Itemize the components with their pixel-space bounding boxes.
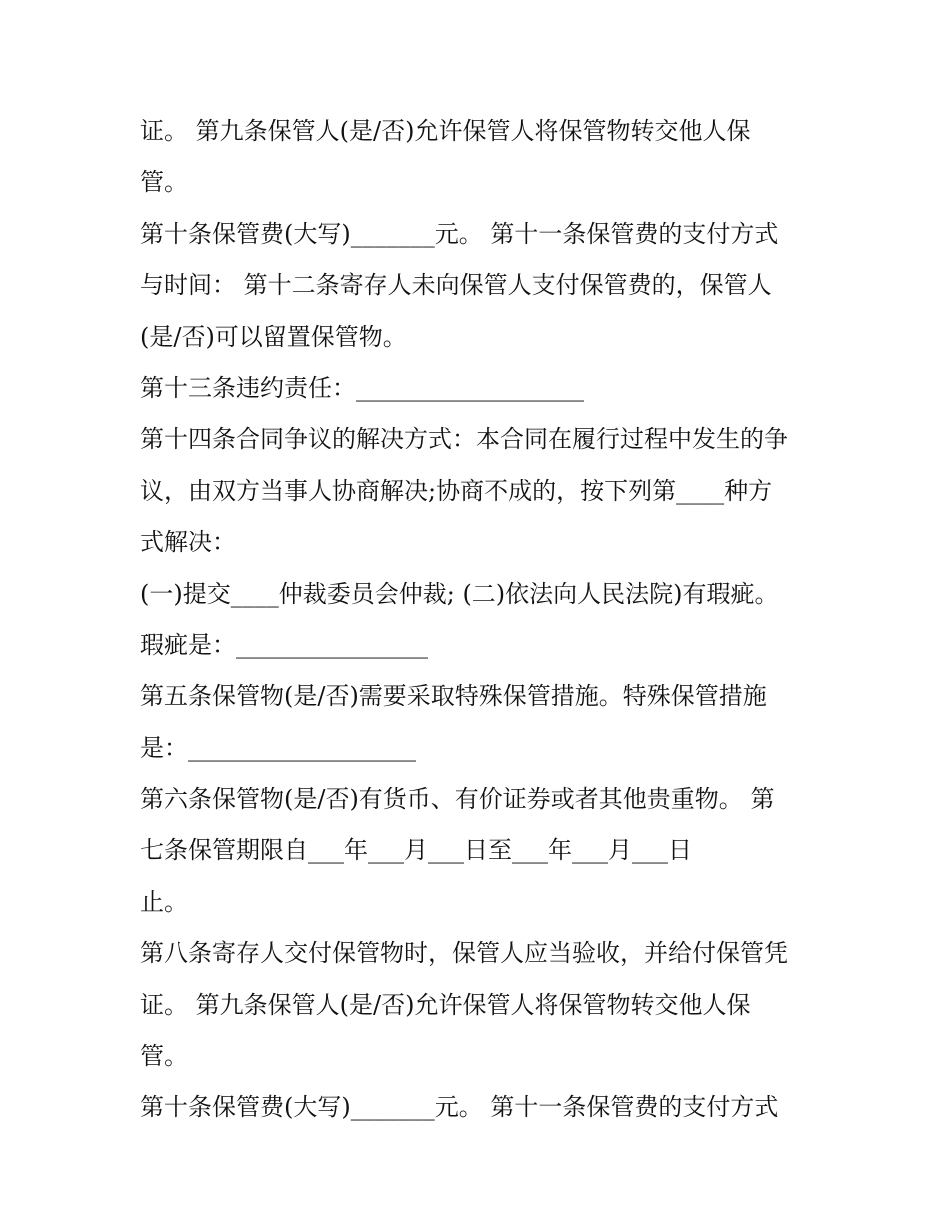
text-line: 证。 第九条保管人(是/否)允许保管人将保管物转交他人保 (140, 990, 751, 1019)
text-line: 止。 (140, 887, 188, 916)
text-line: (是/否)可以留置保管物。 (140, 322, 407, 351)
text-line: 第五条保管物(是/否)需要采取特殊保管措施。特殊保管措施 (140, 682, 767, 711)
document-body (140, 106, 820, 1134)
text-line: 管。 (140, 1042, 188, 1071)
text-line: (一)提交____仲裁委员会仲裁; (二)依法向人民法院)有瑕疵。 (140, 579, 779, 608)
text-line: 第十四条合同争议的解决方式：本合同在履行过程中发生的争 (140, 425, 788, 454)
text-line: 是：___________________ (140, 733, 416, 762)
text-line: 瑕疵是：________________ (140, 630, 428, 659)
text-line: 证。 第九条保管人(是/否)允许保管人将保管物转交他人保 (140, 117, 751, 145)
text-line: 第六条保管物(是/否)有货币、有价证券或者其他贵重物。 第 (140, 785, 775, 814)
text-line: 管。 (140, 168, 188, 197)
text-line: 第十条保管费(大写)_______元。 第十一条保管费的支付方式 (140, 1093, 779, 1122)
text-line: 七条保管期限自___年___月___日至___年___月___日 (140, 836, 692, 865)
text-line: 议，由双方当事人协商解决;协商不成的，按下列第____种方 (140, 476, 773, 505)
text-line: 第十三条违约责任：___________________ (140, 373, 584, 402)
text-line: 式解决： (140, 528, 236, 557)
text-line: 与时间： 第十二条寄存人未向保管人支付保管费的，保管人 (140, 271, 772, 300)
text-line: 第十条保管费(大写)_______元。 第十一条保管费的支付方式 (140, 219, 779, 248)
text-line: 第八条寄存人交付保管物时，保管人应当验收，并给付保管凭 (140, 939, 788, 968)
